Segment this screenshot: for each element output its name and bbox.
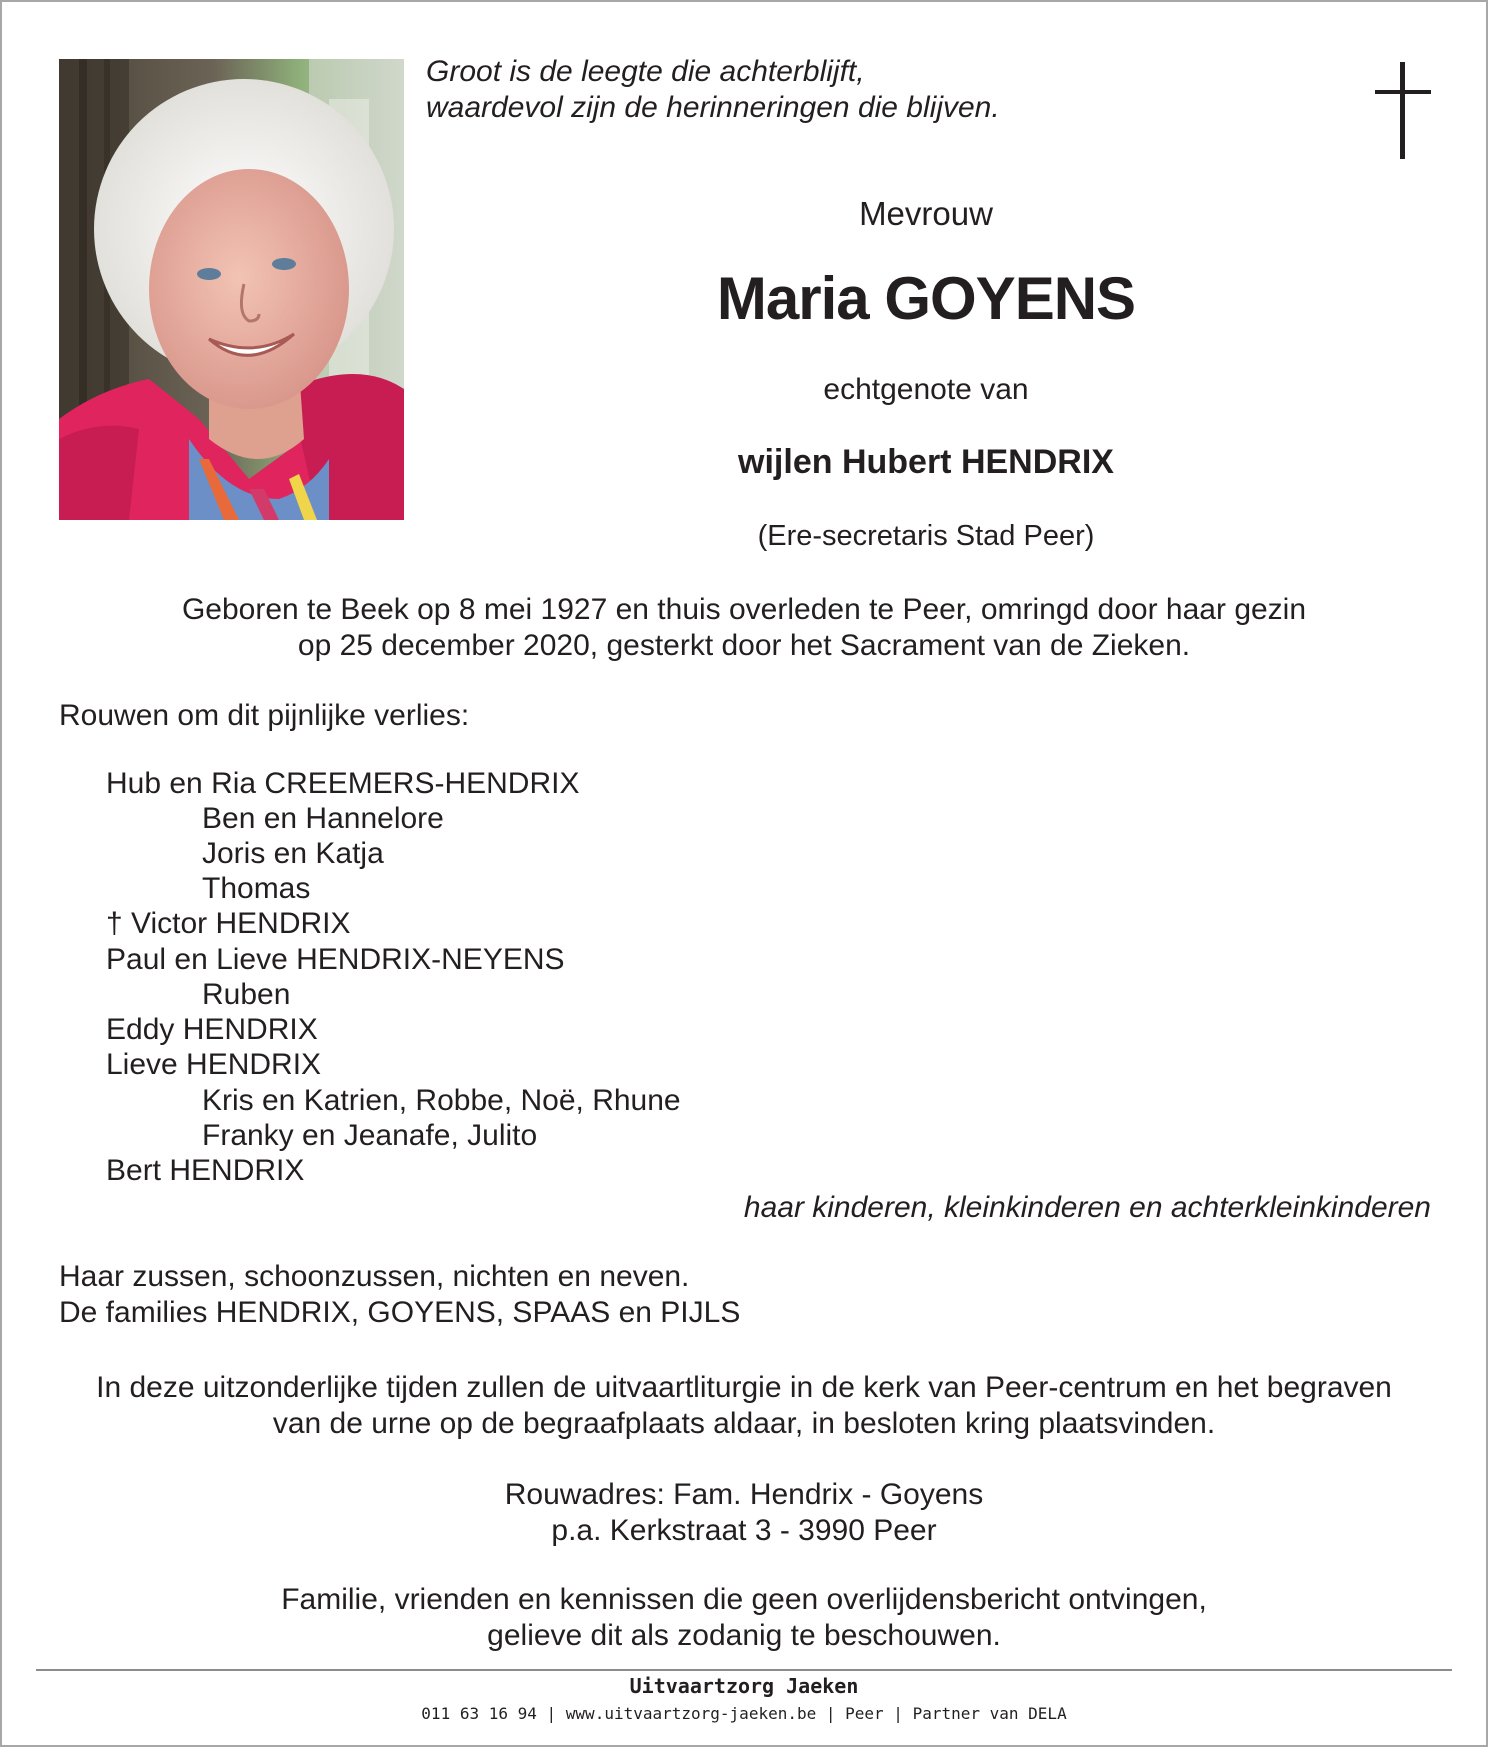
family-member: Bert HENDRIX: [106, 1154, 305, 1187]
mourning-address: [2, 1477, 1486, 1549]
quote: [426, 54, 1000, 126]
footer-divider: [36, 1669, 1452, 1671]
funeral-company-name: Uitvaartzorg Jaeken: [629, 1674, 859, 1698]
notice-line-1: Familie, vrienden en kennissen die geen overlijdensbericht ontvingen,: [281, 1583, 1207, 1616]
deceased-title: Mevrouw: [859, 195, 993, 232]
family-member: Thomas: [202, 872, 311, 905]
cross-icon: [1375, 62, 1433, 162]
notice-text: [2, 1582, 1486, 1654]
relation-caption: haar kinderen, kleinkinderen en achterkleinkinderen: [743, 1191, 1431, 1224]
portrait-photo: [59, 59, 404, 520]
family-member: Paul en Lieve HENDRIX-NEYENS: [106, 943, 565, 976]
family-member: Lieve HENDRIX: [106, 1048, 322, 1081]
address-line-1: Rouwadres: Fam. Hendrix - Goyens: [504, 1478, 984, 1511]
family-member: Hub en Ria CREEMERS-HENDRIX: [106, 767, 580, 800]
birth-death-text: [2, 592, 1486, 664]
family-member: Joris en Katja: [202, 837, 384, 870]
notice-line-2: gelieve dit als zodanig te beschouwen.: [487, 1619, 1001, 1652]
spouse-name: wijlen Hubert HENDRIX: [738, 443, 1114, 481]
other-relatives: [59, 1259, 740, 1331]
other-relatives-line-1: Haar zussen, schoonzussen, nichten en neven.: [59, 1260, 690, 1293]
family-member: Ben en Hannelore: [202, 802, 444, 835]
address-line-2: p.a. Kerkstraat 3 - 3990 Peer: [551, 1514, 937, 1547]
liturgy-line-1: In deze uitzonderlijke tijden zullen de uitvaartliturgie in de kerk van Peer-centrum en het begraven: [96, 1371, 1392, 1404]
funeral-company-contact: 011 63 16 94 | www.uitvaartzorg-jaeken.be | Peer | Partner van DELA: [421, 1704, 1067, 1723]
birth-death-line-1: Geboren te Beek op 8 mei 1927 en thuis overleden te Peer, omringd door haar gezin: [181, 593, 1307, 626]
deceased-name: Maria GOYENS: [716, 265, 1136, 332]
other-relatives-line-2: De families HENDRIX, GOYENS, SPAAS en PIJLS: [59, 1296, 741, 1329]
family-member: Kris en Katrien, Robbe, Noë, Rhune: [202, 1084, 681, 1117]
family-member: Eddy HENDRIX: [106, 1013, 318, 1046]
liturgy-text: [2, 1370, 1486, 1442]
spouse-intro: echtgenote van: [823, 373, 1029, 406]
family-member: Ruben: [202, 978, 291, 1011]
quote-line-2: waardevol zijn de herinneringen die blijven.: [426, 91, 1000, 124]
family-member: † Victor HENDRIX: [106, 907, 351, 940]
quote-line-1: Groot is de leegte die achterblijft,: [426, 55, 865, 88]
mourners-intro: Rouwen om dit pijnlijke verlies:: [59, 699, 470, 732]
family-member: Franky en Jeanafe, Julito: [202, 1119, 538, 1152]
birth-death-line-2: op 25 december 2020, gesterkt door het Sacrament van de Zieken.: [297, 629, 1191, 662]
liturgy-line-2: van de urne op de begraafplaats aldaar, in besloten kring plaatsvinden.: [272, 1407, 1216, 1440]
spouse-role: (Ere-secretaris Stad Peer): [757, 520, 1095, 552]
